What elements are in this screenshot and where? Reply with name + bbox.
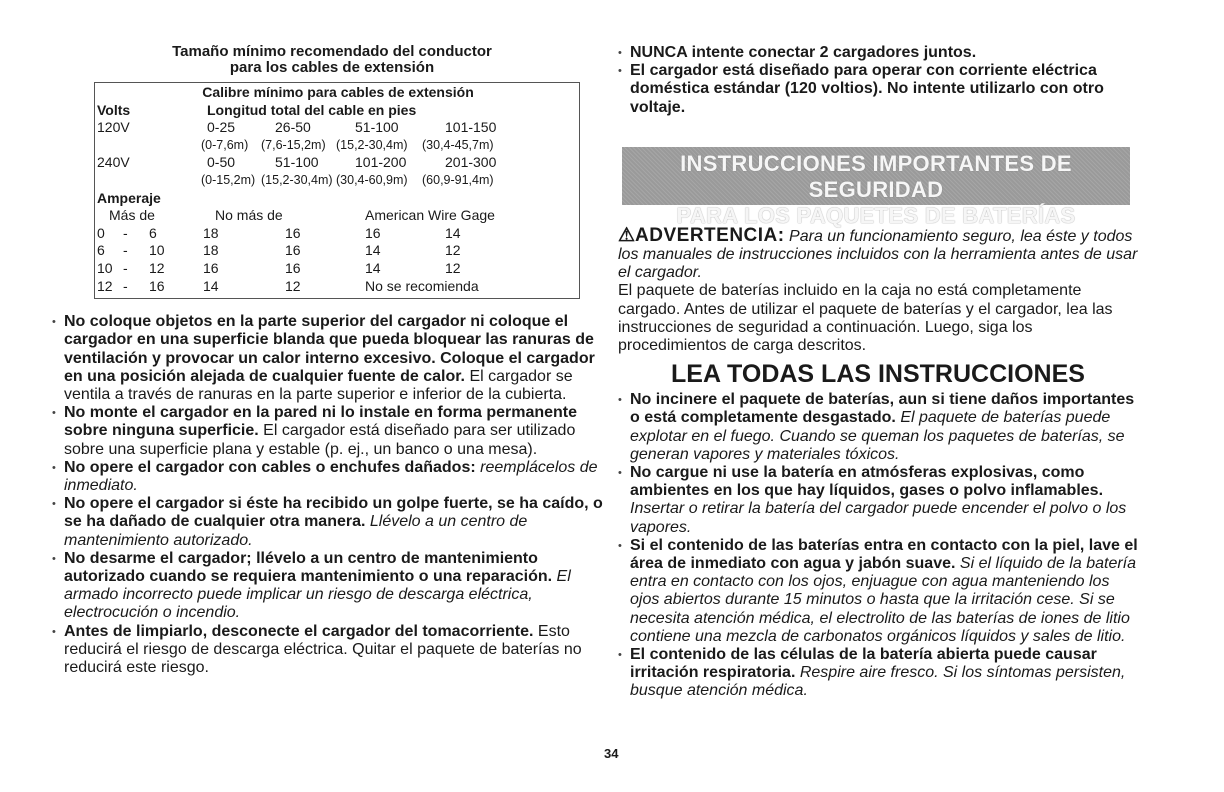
mas-de-header: Más de (109, 207, 155, 224)
list-item (52, 550, 612, 623)
list-item (52, 459, 612, 495)
length-cell: 0-25 (207, 119, 236, 136)
table-cell: 18 (203, 242, 219, 259)
table-cell: 12 (149, 259, 165, 276)
table-cell: 14 (365, 242, 381, 259)
bold-text: El contenido de las células de la batería abierta puede causar irritación respiratoria. (630, 646, 1097, 682)
table-cell: 16 (285, 224, 301, 241)
table-cell: 12 (97, 277, 113, 294)
left-column (52, 44, 612, 677)
length-cell: 51-100 (355, 119, 399, 136)
table-cell: 14 (203, 277, 219, 294)
bold-text: No monte el cargador en la pared ni lo instale en forma permanente sobre ninguna superficie. (64, 404, 578, 440)
table-row (97, 172, 579, 190)
charger-safety-list (52, 313, 612, 677)
list-item (52, 404, 612, 459)
metric-cell: (60,9-91,4m) (422, 172, 494, 187)
bold-text: No opere el cargador si éste ha recibido un golpe fuerte, se ha caído, o se ha dañado de cualquier otra manera. (64, 495, 603, 531)
table-row (97, 119, 579, 137)
length-cell: 26-50 (275, 119, 311, 136)
table-cell: - (123, 242, 128, 259)
bold-text: No cargue ni use la batería en atmósferas explosivas, como ambientes en los que hay líquidos, gases o polvo inflamables. (630, 464, 1104, 500)
table-cell: 14 (445, 224, 461, 241)
table-cell: - (123, 277, 128, 294)
metric-cell: (7,6-15,2m) (261, 137, 326, 152)
table-cell: 6 (149, 224, 157, 241)
page-number: 34 (604, 746, 619, 761)
charger-warning-list (618, 44, 1138, 117)
metric-cell: (15,2-30,4m) (261, 172, 333, 187)
table-cell: No se recomienda (365, 277, 479, 294)
warning-paragraph (618, 224, 1138, 283)
list-item (618, 464, 1138, 537)
table-row (97, 137, 579, 155)
table-row (97, 225, 579, 243)
length-cell: 51-100 (275, 154, 319, 171)
bold-text: Antes de limpiarlo, desconecte el cargador del tomacorriente. (64, 622, 534, 640)
battery-safety-list (618, 391, 1138, 700)
italic-text: Llévelo a un centro de mantenimiento autorizado. (64, 513, 528, 549)
bold-text: No incinere el paquete de baterías, aun si tiene daños importantes o está completamente desgastado. (630, 391, 1135, 427)
bold-text: NUNCA intente conectar 2 cargadores juntos. (630, 44, 977, 61)
table-title (52, 44, 612, 76)
table-row (97, 207, 579, 225)
no-mas-de-header: No más de (215, 207, 283, 224)
bold-text: No coloque objetos en la parte superior del cargador ni coloque el cargador en una superficie blanda que pueda bloquear las ranuras de ventilación y provocar un calor interno excesivo. Coloque el cargador en una posición alejada de cualquier fuente de calor. (64, 313, 595, 385)
table-cell: 10 (149, 242, 165, 259)
volts-header: Volts (97, 101, 131, 118)
list-item (618, 391, 1138, 464)
table-cell: 16 (285, 259, 301, 276)
list-item (618, 62, 1138, 117)
bold-text: No desarme el cargador; llévelo a un centro de mantenimiento autorizado cuando se requiera mantenimiento o una reparación. (64, 549, 557, 585)
italic-text: Si el líquido de la batería entra en contacto con los ojos, enjuague con agua manteniendo los ojos abiertos durante 15 minutos o hasta que la irritación cese. Si se necesita atención médica, el electrolito de las baterías de iones de litio contiene una mezcla de carbonatos orgánicos líquidos y sales de litio. (630, 555, 1137, 645)
read-all-heading: LEA TODAS LAS INSTRUCCIONES (671, 360, 1085, 389)
bold-text: Si el contenido de las baterías entra en contacto con la piel, lave el área de inmediato con agua y jabón suave. (630, 536, 1138, 573)
list-item (618, 537, 1138, 646)
length-cell: 0-50 (207, 154, 236, 171)
metric-cell: (30,4-60,9m) (336, 172, 408, 187)
table-title-line: para los cables de extensión (229, 59, 435, 76)
metric-cell: (0-7,6m) (201, 137, 249, 152)
table-cell: 14 (365, 259, 381, 276)
warning-label: ADVERTENCIA: (635, 224, 785, 246)
volt-cell: 240V (97, 154, 130, 171)
list-item (52, 623, 612, 678)
bold-text: No opere el cargador con cables o enchufes dañados: (64, 458, 481, 476)
list-item (618, 646, 1138, 701)
warning-text: Para un funcionamiento seguro, lea éste y todos los manuales de instrucciones incluidos con la herramienta antes de usar el cargador. (618, 227, 1138, 282)
italic-text: El armado incorrecto puede implicar un riesgo de descarga eléctrica, electrocución o incendio. (64, 567, 571, 622)
table-cell: 10 (97, 259, 113, 276)
metric-cell: (0-15,2m) (201, 172, 256, 187)
italic-text: El paquete de baterías puede explotar en el fuego. Cuando se queman los paquetes de baterías, se generan vapores y materiales tóxicos. (630, 409, 1125, 463)
spacer-cell (97, 172, 201, 190)
extension-cord-table (94, 82, 580, 299)
body-text: Esto reducirá el riesgo de descarga eléctrica. Quitar el paquete de baterías no reducirá este riesgo. (64, 622, 582, 676)
table-cell (445, 278, 505, 296)
warning-icon: ⚠ (618, 224, 636, 246)
spacer-cell (97, 137, 201, 155)
length-cell: 101-200 (355, 154, 407, 171)
table-cell: 0 (97, 224, 105, 241)
table-cell: 12 (445, 242, 461, 259)
table-cell: 16 (285, 242, 301, 259)
table-cell: 12 (445, 259, 461, 276)
table-cell: 16 (149, 277, 165, 294)
italic-text: Respire aire fresco. Si los síntomas persisten, busque atención médica. (630, 664, 1126, 700)
bold-text: El cargador está diseñado para operar con corriente eléctrica doméstica estándar (120 voltios). No intente utilizarlo con otro voltaje. (630, 62, 1104, 116)
metric-cell: (30,4-45,7m) (422, 137, 494, 152)
right-column (618, 44, 1138, 701)
table-cell: - (123, 224, 128, 241)
list-item (52, 495, 612, 550)
amperaje-header: Amperaje (97, 189, 161, 206)
table-cell: 16 (203, 259, 219, 276)
table-row (97, 242, 579, 260)
table-row (97, 278, 579, 296)
table-title-line: Tamaño mínimo recomendado del conductor (172, 43, 492, 60)
length-cell: 101-150 (445, 119, 497, 136)
length-header: Longitud total del cable en pies (207, 101, 417, 118)
banner-line: INSTRUCCIONES IMPORTANTES DE SEGURIDAD (680, 150, 1072, 202)
banner-line: PARA LOS PAQUETES DE BATERÍAS (676, 202, 1076, 228)
table-cell: 16 (365, 224, 381, 241)
table-cell: 6 (97, 242, 105, 259)
body-text: El cargador está diseñado para ser utilizado sobre una superficie plana y estable (p. ej., un banco o una mesa). (64, 422, 576, 458)
table-caption: Calibre mínimo para cables de extensión (202, 84, 474, 100)
italic-text: reemplácelos de inmediato. (64, 458, 598, 494)
table-cell: - (123, 259, 128, 276)
body-text: El cargador se ventila a través de ranuras en la parte superior e inferior de la cubierta. (64, 367, 573, 403)
table-row (97, 260, 579, 278)
volt-cell: 120V (97, 119, 130, 136)
length-cell: 201-300 (445, 154, 497, 171)
table-row (97, 154, 579, 172)
metric-cell: (15,2-30,4m) (336, 137, 408, 152)
italic-text: Insertar o retirar la batería del cargador puede encender el polvo o los vapores. (630, 500, 1127, 536)
list-item (618, 44, 1138, 62)
battery-note: El paquete de baterías incluido en la caja no está completamente cargado. Antes de utilizar el paquete de baterías y el cargador, lea las instrucciones de seguridad a continuación. Luego, siga los procedimientos de carga descritos. (618, 282, 1113, 355)
list-item (52, 313, 612, 404)
table-cell: 12 (285, 277, 301, 294)
table-cell: 18 (203, 224, 219, 241)
section-banner (622, 147, 1130, 228)
awg-header: American Wire Gage (365, 207, 495, 224)
